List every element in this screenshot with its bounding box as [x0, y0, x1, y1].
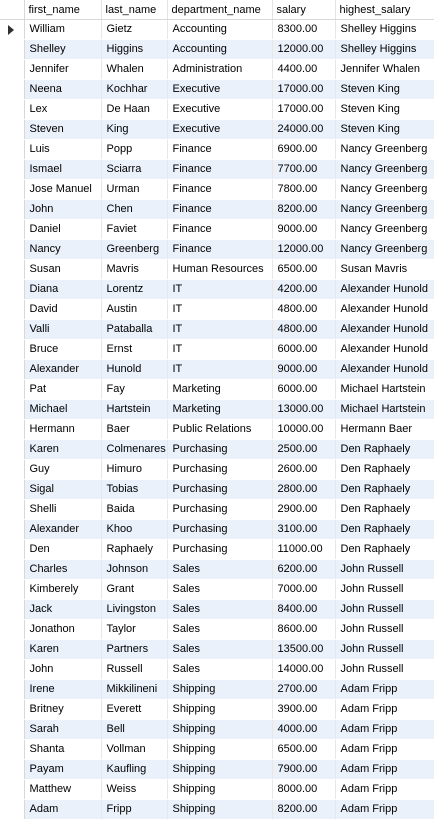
table-row[interactable] [0, 520, 434, 540]
cell-salary[interactable]: 6500.00 [272, 260, 335, 280]
cell-department-name[interactable]: Sales [167, 580, 272, 600]
result-rows [0, 20, 434, 820]
cell-salary[interactable]: 7900.00 [272, 760, 335, 780]
column-header-last-name[interactable]: last_name [101, 0, 167, 20]
row-selector[interactable] [0, 760, 24, 780]
cell-salary[interactable]: 4800.00 [272, 320, 335, 340]
cell-department-name[interactable]: Sales [167, 660, 272, 680]
cell-department-name[interactable]: Shipping [167, 760, 272, 780]
cell-last-name[interactable]: Bell [101, 720, 167, 740]
cell-salary[interactable]: 12000.00 [272, 240, 335, 260]
cell-department-name[interactable]: Finance [167, 200, 272, 220]
table-row[interactable] [0, 280, 434, 300]
cell-first-name[interactable]: Alexander [24, 520, 101, 540]
row-selector[interactable] [0, 20, 24, 40]
cell-department-name[interactable]: Purchasing [167, 480, 272, 500]
table-row[interactable] [0, 440, 434, 460]
cell-highest-salary[interactable]: Nancy Greenberg [335, 220, 434, 240]
table-row[interactable] [0, 580, 434, 600]
row-selector[interactable] [0, 600, 24, 620]
row-selector[interactable] [0, 540, 24, 560]
cell-department-name[interactable]: Sales [167, 620, 272, 640]
cell-salary[interactable]: 24000.00 [272, 120, 335, 140]
row-selector[interactable] [0, 140, 24, 160]
cell-highest-salary[interactable]: Adam Fripp [335, 700, 434, 720]
cell-salary[interactable]: 6500.00 [272, 740, 335, 760]
cell-department-name[interactable]: Shipping [167, 720, 272, 740]
cell-salary[interactable]: 9000.00 [272, 220, 335, 240]
table-row[interactable] [0, 500, 434, 520]
table-row[interactable] [0, 140, 434, 160]
table-row[interactable] [0, 80, 434, 100]
row-selector[interactable] [0, 520, 24, 540]
row-selector[interactable] [0, 640, 24, 660]
cell-last-name[interactable]: Higgins [101, 40, 167, 60]
cell-last-name[interactable]: Partners [101, 640, 167, 660]
table-row[interactable] [0, 680, 434, 700]
cell-highest-salary[interactable]: Adam Fripp [335, 760, 434, 780]
cell-last-name[interactable]: Baida [101, 500, 167, 520]
table-row[interactable] [0, 640, 434, 660]
row-selector[interactable] [0, 680, 24, 700]
row-selector[interactable] [0, 360, 24, 380]
cell-salary[interactable]: 4400.00 [272, 60, 335, 80]
cell-last-name[interactable]: Chen [101, 200, 167, 220]
cell-department-name[interactable]: IT [167, 320, 272, 340]
cell-department-name[interactable]: Marketing [167, 400, 272, 420]
cell-last-name[interactable]: King [101, 120, 167, 140]
cell-salary[interactable]: 8600.00 [272, 620, 335, 640]
cell-highest-salary[interactable]: Adam Fripp [335, 800, 434, 820]
row-selector[interactable] [0, 200, 24, 220]
cell-last-name[interactable]: Fay [101, 380, 167, 400]
row-selector[interactable] [0, 100, 24, 120]
cell-department-name[interactable]: Finance [167, 220, 272, 240]
cell-salary[interactable]: 2900.00 [272, 500, 335, 520]
cell-first-name[interactable]: Shelley [24, 40, 101, 60]
cell-first-name[interactable]: Michael [24, 400, 101, 420]
cell-last-name[interactable]: Johnson [101, 560, 167, 580]
row-selector[interactable] [0, 80, 24, 100]
cell-highest-salary[interactable]: Adam Fripp [335, 740, 434, 760]
row-selector[interactable] [0, 240, 24, 260]
cell-last-name[interactable]: Taylor [101, 620, 167, 640]
row-selector[interactable] [0, 220, 24, 240]
cell-last-name[interactable]: Lorentz [101, 280, 167, 300]
cell-salary[interactable]: 8200.00 [272, 800, 335, 820]
cell-first-name[interactable]: John [24, 200, 101, 220]
cell-salary[interactable]: 12000.00 [272, 40, 335, 60]
table-row[interactable] [0, 460, 434, 480]
cell-department-name[interactable]: Finance [167, 140, 272, 160]
cell-first-name[interactable]: Karen [24, 440, 101, 460]
table-row[interactable] [0, 560, 434, 580]
row-selector[interactable] [0, 320, 24, 340]
row-selector[interactable] [0, 780, 24, 800]
cell-department-name[interactable]: Executive [167, 80, 272, 100]
cell-first-name[interactable]: Diana [24, 280, 101, 300]
cell-first-name[interactable]: Hermann [24, 420, 101, 440]
cell-salary[interactable]: 6200.00 [272, 560, 335, 580]
row-selector[interactable] [0, 160, 24, 180]
cell-department-name[interactable]: Executive [167, 120, 272, 140]
cell-last-name[interactable]: Kaufling [101, 760, 167, 780]
table-row[interactable] [0, 720, 434, 740]
cell-highest-salary[interactable]: Susan Mavris [335, 260, 434, 280]
table-row[interactable] [0, 300, 434, 320]
row-selector[interactable] [0, 660, 24, 680]
table-row[interactable] [0, 200, 434, 220]
cell-highest-salary[interactable]: Den Raphaely [335, 540, 434, 560]
header-row [0, 0, 434, 20]
cell-first-name[interactable]: Britney [24, 700, 101, 720]
cell-first-name[interactable]: Shanta [24, 740, 101, 760]
cell-salary[interactable]: 2600.00 [272, 460, 335, 480]
cell-department-name[interactable]: Purchasing [167, 500, 272, 520]
row-selector[interactable] [0, 120, 24, 140]
cell-last-name[interactable]: Ernst [101, 340, 167, 360]
cell-last-name[interactable]: Himuro [101, 460, 167, 480]
cell-department-name[interactable]: Human Resources [167, 260, 272, 280]
row-selector[interactable] [0, 180, 24, 200]
cell-department-name[interactable]: IT [167, 300, 272, 320]
cell-department-name[interactable]: Executive [167, 100, 272, 120]
cell-salary[interactable]: 17000.00 [272, 80, 335, 100]
table-row[interactable] [0, 740, 434, 760]
column-header-highest-salary[interactable]: highest_salary [335, 0, 434, 20]
cell-first-name[interactable]: Irene [24, 680, 101, 700]
cell-department-name[interactable]: Purchasing [167, 460, 272, 480]
cell-department-name[interactable]: IT [167, 280, 272, 300]
cell-first-name[interactable]: Susan [24, 260, 101, 280]
arrow-right-icon [8, 25, 14, 35]
cell-last-name[interactable]: Hartstein [101, 400, 167, 420]
cell-highest-salary[interactable]: Nancy Greenberg [335, 240, 434, 260]
cell-department-name[interactable]: IT [167, 360, 272, 380]
row-selector[interactable] [0, 620, 24, 640]
table-row[interactable] [0, 620, 434, 640]
cell-first-name[interactable]: Steven [24, 120, 101, 140]
row-selector[interactable] [0, 440, 24, 460]
row-selector[interactable] [0, 380, 24, 400]
cell-highest-salary[interactable]: Shelley Higgins [335, 20, 434, 40]
row-selector[interactable] [0, 300, 24, 320]
cell-highest-salary[interactable]: Adam Fripp [335, 720, 434, 740]
row-selector[interactable] [0, 260, 24, 280]
row-selector[interactable] [0, 340, 24, 360]
cell-first-name[interactable]: Sigal [24, 480, 101, 500]
cell-last-name[interactable]: De Haan [101, 100, 167, 120]
cell-salary[interactable]: 3900.00 [272, 700, 335, 720]
cell-salary[interactable]: 8300.00 [272, 20, 335, 40]
table-row[interactable] [0, 180, 434, 200]
cell-salary[interactable]: 8400.00 [272, 600, 335, 620]
cell-department-name[interactable]: Sales [167, 640, 272, 660]
cell-first-name[interactable]: John [24, 660, 101, 680]
table-row[interactable] [0, 320, 434, 340]
cell-first-name[interactable]: Daniel [24, 220, 101, 240]
cell-first-name[interactable]: Lex [24, 100, 101, 120]
row-selector[interactable] [0, 480, 24, 500]
cell-last-name[interactable]: Gietz [101, 20, 167, 40]
cell-highest-salary[interactable]: Alexander Hunold [335, 280, 434, 300]
cell-highest-salary[interactable]: Nancy Greenberg [335, 160, 434, 180]
cell-first-name[interactable]: Jonathon [24, 620, 101, 640]
cell-salary[interactable]: 10000.00 [272, 420, 335, 440]
cell-last-name[interactable]: Mavris [101, 260, 167, 280]
cell-highest-salary[interactable]: Hermann Baer [335, 420, 434, 440]
row-selector[interactable] [0, 420, 24, 440]
cell-highest-salary[interactable]: Michael Hartstein [335, 400, 434, 420]
cell-first-name[interactable]: Payam [24, 760, 101, 780]
row-selector[interactable] [0, 60, 24, 80]
cell-last-name[interactable]: Tobias [101, 480, 167, 500]
cell-last-name[interactable]: Mikkilineni [101, 680, 167, 700]
row-selector[interactable] [0, 280, 24, 300]
table-row[interactable] [0, 380, 434, 400]
cell-first-name[interactable]: Nancy [24, 240, 101, 260]
cell-first-name[interactable]: Jennifer [24, 60, 101, 80]
table-row[interactable] [0, 340, 434, 360]
row-selector[interactable] [0, 700, 24, 720]
cell-highest-salary[interactable]: John Russell [335, 600, 434, 620]
cell-highest-salary[interactable]: Alexander Hunold [335, 320, 434, 340]
cell-highest-salary[interactable]: Shelley Higgins [335, 40, 434, 60]
cell-first-name[interactable]: Den [24, 540, 101, 560]
cell-last-name[interactable]: Urman [101, 180, 167, 200]
cell-first-name[interactable]: Jack [24, 600, 101, 620]
cell-last-name[interactable]: Russell [101, 660, 167, 680]
cell-salary[interactable]: 17000.00 [272, 100, 335, 120]
cell-first-name[interactable]: Kimberely [24, 580, 101, 600]
cell-department-name[interactable]: Purchasing [167, 520, 272, 540]
cell-last-name[interactable]: Kochhar [101, 80, 167, 100]
table-row[interactable] [0, 60, 434, 80]
table-row[interactable] [0, 420, 434, 440]
cell-salary[interactable]: 14000.00 [272, 660, 335, 680]
table-row[interactable] [0, 780, 434, 800]
row-selector[interactable] [0, 800, 24, 820]
cell-highest-salary[interactable]: John Russell [335, 640, 434, 660]
cell-salary[interactable]: 13000.00 [272, 400, 335, 420]
cell-department-name[interactable]: Sales [167, 600, 272, 620]
cell-salary[interactable]: 7800.00 [272, 180, 335, 200]
cell-last-name[interactable]: Livingston [101, 600, 167, 620]
cell-salary[interactable]: 8000.00 [272, 780, 335, 800]
cell-highest-salary[interactable]: Steven King [335, 120, 434, 140]
cell-highest-salary[interactable]: John Russell [335, 560, 434, 580]
table-row[interactable] [0, 660, 434, 680]
cell-first-name[interactable]: Guy [24, 460, 101, 480]
column-header-department-name[interactable]: department_name [167, 0, 272, 20]
cell-highest-salary[interactable]: Den Raphaely [335, 500, 434, 520]
cell-highest-salary[interactable]: John Russell [335, 620, 434, 640]
table-row[interactable] [0, 40, 434, 60]
cell-first-name[interactable]: Ismael [24, 160, 101, 180]
cell-highest-salary[interactable]: Nancy Greenberg [335, 200, 434, 220]
cell-last-name[interactable]: Sciarra [101, 160, 167, 180]
cell-first-name[interactable]: Pat [24, 380, 101, 400]
cell-salary[interactable]: 3100.00 [272, 520, 335, 540]
cell-department-name[interactable]: Marketing [167, 380, 272, 400]
table-row[interactable] [0, 120, 434, 140]
cell-highest-salary[interactable]: John Russell [335, 660, 434, 680]
cell-first-name[interactable]: David [24, 300, 101, 320]
table-row[interactable] [0, 760, 434, 780]
cell-highest-salary[interactable]: Adam Fripp [335, 680, 434, 700]
cell-department-name[interactable]: Public Relations [167, 420, 272, 440]
cell-last-name[interactable]: Colmenares [101, 440, 167, 460]
cell-first-name[interactable]: Valli [24, 320, 101, 340]
cell-last-name[interactable]: Austin [101, 300, 167, 320]
cell-department-name[interactable]: Administration [167, 60, 272, 80]
cell-salary[interactable]: 11000.00 [272, 540, 335, 560]
row-selector[interactable] [0, 460, 24, 480]
cell-last-name[interactable]: Fripp [101, 800, 167, 820]
table-row[interactable] [0, 700, 434, 720]
cell-department-name[interactable]: Accounting [167, 40, 272, 60]
table-row[interactable] [0, 360, 434, 380]
table-row[interactable] [0, 400, 434, 420]
cell-department-name[interactable]: Shipping [167, 740, 272, 760]
cell-department-name[interactable]: Shipping [167, 680, 272, 700]
row-selector[interactable] [0, 720, 24, 740]
cell-highest-salary[interactable]: Alexander Hunold [335, 300, 434, 320]
cell-last-name[interactable]: Grant [101, 580, 167, 600]
cell-highest-salary[interactable]: Alexander Hunold [335, 360, 434, 380]
cell-first-name[interactable]: Alexander [24, 360, 101, 380]
row-selector-header[interactable] [0, 0, 24, 20]
column-header-first-name[interactable]: first_name [24, 0, 101, 20]
row-selector[interactable] [0, 500, 24, 520]
cell-highest-salary[interactable]: Den Raphaely [335, 480, 434, 500]
table-row[interactable] [0, 220, 434, 240]
cell-salary[interactable]: 2700.00 [272, 680, 335, 700]
table-row[interactable] [0, 800, 434, 820]
cell-highest-salary[interactable]: Steven King [335, 100, 434, 120]
cell-salary[interactable]: 2800.00 [272, 480, 335, 500]
cell-department-name[interactable]: Finance [167, 160, 272, 180]
table-row[interactable] [0, 260, 434, 280]
cell-salary[interactable]: 6000.00 [272, 340, 335, 360]
cell-highest-salary[interactable]: Den Raphaely [335, 520, 434, 540]
cell-department-name[interactable]: Shipping [167, 780, 272, 800]
cell-last-name[interactable]: Pataballa [101, 320, 167, 340]
cell-salary[interactable]: 7700.00 [272, 160, 335, 180]
cell-department-name[interactable]: Shipping [167, 700, 272, 720]
cell-last-name[interactable]: Baer [101, 420, 167, 440]
cell-department-name[interactable]: IT [167, 340, 272, 360]
cell-salary[interactable]: 4200.00 [272, 280, 335, 300]
cell-department-name[interactable]: Accounting [167, 20, 272, 40]
cell-first-name[interactable]: Karen [24, 640, 101, 660]
table-row[interactable] [0, 240, 434, 260]
column-header-salary[interactable]: salary [272, 0, 335, 20]
cell-last-name[interactable]: Faviet [101, 220, 167, 240]
cell-department-name[interactable]: Purchasing [167, 540, 272, 560]
cell-first-name[interactable]: Neena [24, 80, 101, 100]
row-selector[interactable] [0, 580, 24, 600]
cell-highest-salary[interactable]: Den Raphaely [335, 460, 434, 480]
table-row[interactable] [0, 600, 434, 620]
cell-highest-salary[interactable]: Jennifer Whalen [335, 60, 434, 80]
cell-last-name[interactable]: Vollman [101, 740, 167, 760]
cell-department-name[interactable]: Sales [167, 560, 272, 580]
cell-salary[interactable]: 6900.00 [272, 140, 335, 160]
row-selector[interactable] [0, 40, 24, 60]
cell-highest-salary[interactable]: Michael Hartstein [335, 380, 434, 400]
cell-last-name[interactable]: Greenberg [101, 240, 167, 260]
cell-last-name[interactable]: Raphaely [101, 540, 167, 560]
cell-last-name[interactable]: Everett [101, 700, 167, 720]
cell-department-name[interactable]: Purchasing [167, 440, 272, 460]
cell-last-name[interactable]: Khoo [101, 520, 167, 540]
cell-first-name[interactable]: Luis [24, 140, 101, 160]
cell-highest-salary[interactable]: Steven King [335, 80, 434, 100]
cell-first-name[interactable]: Bruce [24, 340, 101, 360]
cell-first-name[interactable]: Sarah [24, 720, 101, 740]
cell-highest-salary[interactable]: Adam Fripp [335, 780, 434, 800]
cell-highest-salary[interactable]: John Russell [335, 580, 434, 600]
cell-salary[interactable]: 8200.00 [272, 200, 335, 220]
row-selector[interactable] [0, 560, 24, 580]
cell-department-name[interactable]: Finance [167, 180, 272, 200]
row-selector[interactable] [0, 400, 24, 420]
cell-department-name[interactable]: Shipping [167, 800, 272, 820]
table-row[interactable] [0, 540, 434, 560]
table-row[interactable] [0, 160, 434, 180]
cell-salary[interactable]: 9000.00 [272, 360, 335, 380]
cell-highest-salary[interactable]: Alexander Hunold [335, 340, 434, 360]
cell-salary[interactable]: 4800.00 [272, 300, 335, 320]
cell-highest-salary[interactable]: Nancy Greenberg [335, 180, 434, 200]
cell-last-name[interactable]: Weiss [101, 780, 167, 800]
cell-salary[interactable]: 7000.00 [272, 580, 335, 600]
cell-first-name[interactable]: Charles [24, 560, 101, 580]
cell-department-name[interactable]: Finance [167, 240, 272, 260]
cell-salary[interactable]: 4000.00 [272, 720, 335, 740]
cell-last-name[interactable]: Whalen [101, 60, 167, 80]
cell-highest-salary[interactable]: Den Raphaely [335, 440, 434, 460]
cell-last-name[interactable]: Hunold [101, 360, 167, 380]
row-selector[interactable] [0, 740, 24, 760]
cell-first-name[interactable]: Jose Manuel [24, 180, 101, 200]
table-row[interactable] [0, 100, 434, 120]
table-row[interactable] [0, 20, 434, 40]
table-row[interactable] [0, 480, 434, 500]
cell-first-name[interactable]: Adam [24, 800, 101, 820]
cell-salary[interactable]: 6000.00 [272, 380, 335, 400]
cell-first-name[interactable]: Matthew [24, 780, 101, 800]
cell-salary[interactable]: 2500.00 [272, 440, 335, 460]
cell-first-name[interactable]: Shelli [24, 500, 101, 520]
cell-salary[interactable]: 13500.00 [272, 640, 335, 660]
cell-highest-salary[interactable]: Nancy Greenberg [335, 140, 434, 160]
cell-last-name[interactable]: Popp [101, 140, 167, 160]
cell-first-name[interactable]: William [24, 20, 101, 40]
